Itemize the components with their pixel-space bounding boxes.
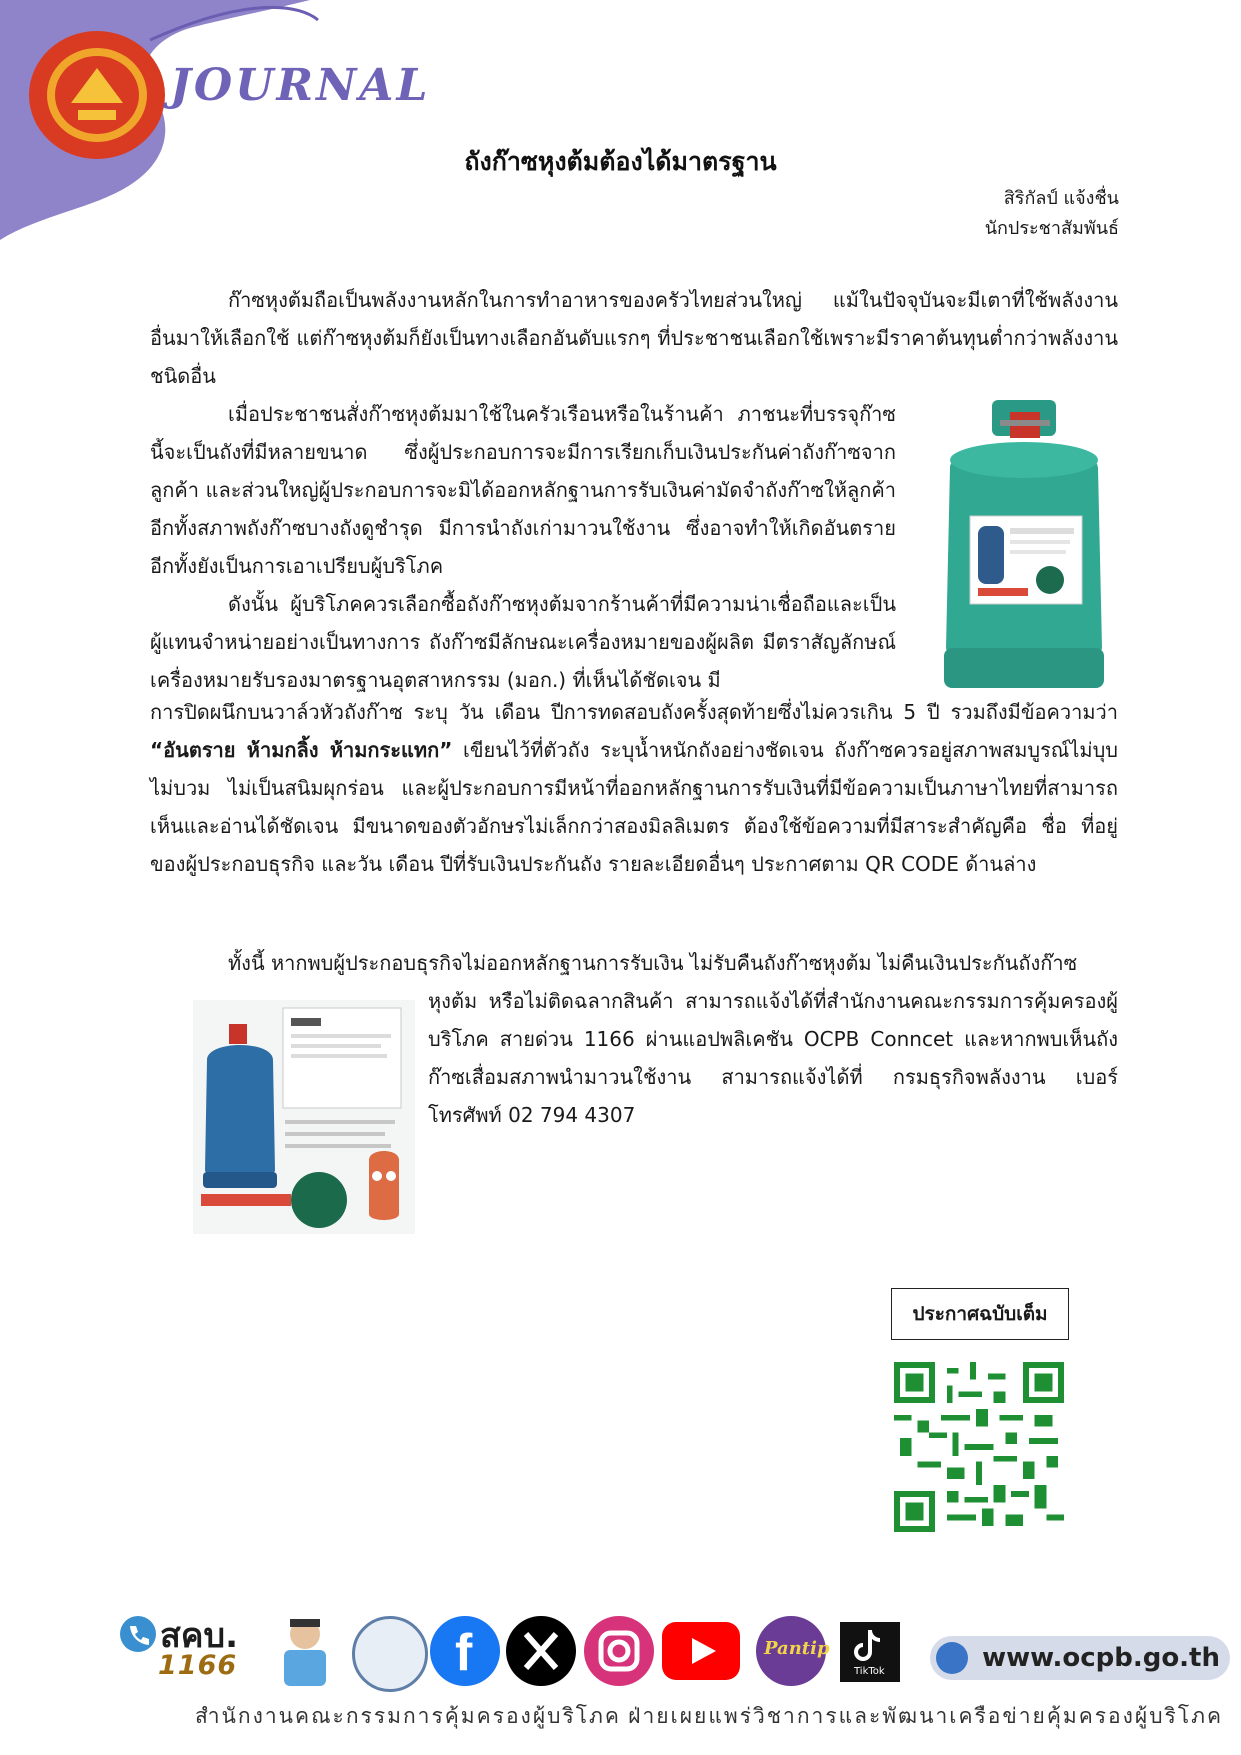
mascot-icon [274, 1614, 336, 1690]
facebook-icon[interactable] [430, 1616, 500, 1686]
paragraph-advice-top: ดังนั้น ผู้บริโภคควรเลือกซื้อถังก๊าซหุงต้มจากร้านค้าที่มีความน่าเชื่อถือและเป็นผู้แทนจำหน่ายอย่างเป็นทางการ ถังก๊าซมีลักษณะเครื่องหมายของผู้ผลิต มีตราสัญลักษณ์ เครื่องหมายรับรองมาตรฐานอุตสาหกรรม (มอก.) ที่เห็นได้ชัดเจน มี [150, 592, 896, 692]
svg-text:f: f [455, 1624, 473, 1682]
paragraph-advice-continued [150, 693, 1118, 883]
footer-organization-line: สำนักงานคณะกรรมการคุ้มครองผู้บริโภค ฝ่ายเผยแพร่วิชาการและพัฒนาเครือข่ายคุ้มครองผู้บริโภค [194, 1704, 1223, 1728]
full-announcement-label: ประกาศฉบับเต็ม [891, 1288, 1069, 1340]
author-role: นักประชาสัมพันธ์ [984, 218, 1119, 239]
advice-text-b: เขียนไว้ที่ตัวถัง ระบุน้ำหนักถังอย่างชัดเจน ถังก๊าซควรอยู่สภาพสมบูรณ์ไม่บุบ ไม่บวม ไม่เป็นสนิมผุกร่อน และผู้ประกอบการมีหน้าที่ออกหลักฐานการรับเงินที่มีข้อความเป็นภาษาไทยที่สามารถเห็นและอ่านได้ชัดเจน มีขนาดของตัวอักษรไม่เล็กกว่าสองมิลลิเมตร ต้องใช้ข้อความที่มีสาระสำคัญคือ ชื่อ ที่อยู่ของผู้ประกอบธุรกิจ และวัน เดือน ปีที่รับเงินประกันถัง รายละเอียดอื่นๆ ประกาศตาม QR CODE ด้านล่าง [150, 738, 1118, 876]
journal-wordmark: JOURNAL [170, 60, 431, 111]
footer-social-bar [118, 1608, 1230, 1690]
hotline-name: สคบ. [160, 1616, 238, 1656]
phone-icon [118, 1614, 158, 1654]
tiktok-icon[interactable] [840, 1622, 900, 1682]
gas-tank-image [930, 398, 1118, 690]
paragraph-intro: ก๊าซหุงต้มถือเป็นพลังงานหลักในการทำอาหารของครัวไทยส่วนใหญ่ แม้ในปัจจุบันจะมีเตาที่ใช้พลังงานอื่นมาให้เลือกใช้ แต่ก๊าซหุงต้มก็ยังเป็นทางเลือกอันดับแรกๆ ที่ประชาชนเลือกใช้เพราะมีราคาต้นทุนต่ำกว่าพลังงานชนิดอื่น [150, 288, 1118, 388]
pantip-icon[interactable] [756, 1616, 830, 1686]
website-link[interactable] [930, 1636, 1230, 1680]
youtube-icon[interactable] [662, 1622, 740, 1680]
qr-code-image[interactable] [894, 1362, 1064, 1532]
paragraph-report-line1: ทั้งนี้ หากพบผู้ประกอบธุรกิจไม่ออกหลักฐานการรับเงิน ไม่รับคืนถังก๊าซหุงต้ม ไม่คืนเงินประกันถังก๊าซ [228, 951, 1078, 975]
x-icon[interactable] [506, 1616, 576, 1686]
author-name: สิริกัลป์ แจ้งชื่น [1003, 188, 1119, 209]
globe-icon [936, 1642, 968, 1674]
instagram-icon[interactable] [584, 1616, 654, 1686]
ocpb-connect-icon[interactable] [352, 1616, 428, 1692]
advice-text-a: การปิดผนึกบนวาล์วหัวถังก๊าซ ระบุ วัน เดือน ปีการทดสอบถังครั้งสุดท้ายซึ่งไม่ควรเกิน 5 ปี รวมถึงมีข้อความว่า [150, 700, 1118, 724]
tiktok-label: TikTok [854, 1666, 885, 1677]
paragraph-report-rest: หุงต้ม หรือไม่ติดฉลากสินค้า สามารถแจ้งได้ที่สำนักงานคณะกรรมการคุ้มครองผู้บริโภค สายด่วน 1166 ผ่านแอปพลิเคชัน OCPB Conncet และหากพบเห็นถังก๊าซเสื่อมสภาพนำมาวนใช้งาน สามารถแจ้งได้ที่ กรมธุรกิจพลังงาน เบอร์โทรศัพท์ 02 794 4307 [428, 989, 1118, 1127]
pantip-label: Pantip [764, 1638, 830, 1659]
tank-infographic-image [193, 1000, 415, 1234]
warning-text: “อันตราย ห้ามกลิ้ง ห้ามกระแทก” [150, 738, 453, 762]
author-block [985, 184, 1119, 244]
paragraph-deposit: เมื่อประชาชนสั่งก๊าซหุงต้มมาใช้ในครัวเรือนหรือในร้านค้า ภาชนะที่บรรจุก๊าซนี้จะเป็นถังที่มีหลายขนาด ซึ่งผู้ประกอบการจะมีการเรียกเก็บเงินประกันค่าถังก๊าซจากลูกค้า และส่วนใหญ่ผู้ประกอบการจะมิได้ออกหลักฐานการรับเงินค่ามัดจำถังก๊าซให้ลูกค้า อีกทั้งสภาพถังก๊าซบางถังดูชำรุด มีการนำถังเก่ามาวนใช้งาน ซึ่งอาจทำให้เกิดอันตรายอีกทั้งยังเป็นการเอาเปรียบผู้บริโภค [150, 402, 896, 578]
hotline-number: 1166 [158, 1650, 238, 1681]
website-url: www.ocpb.go.th [982, 1643, 1220, 1673]
article-title: ถังก๊าซหุงต้มต้องได้มาตรฐาน [464, 147, 777, 176]
